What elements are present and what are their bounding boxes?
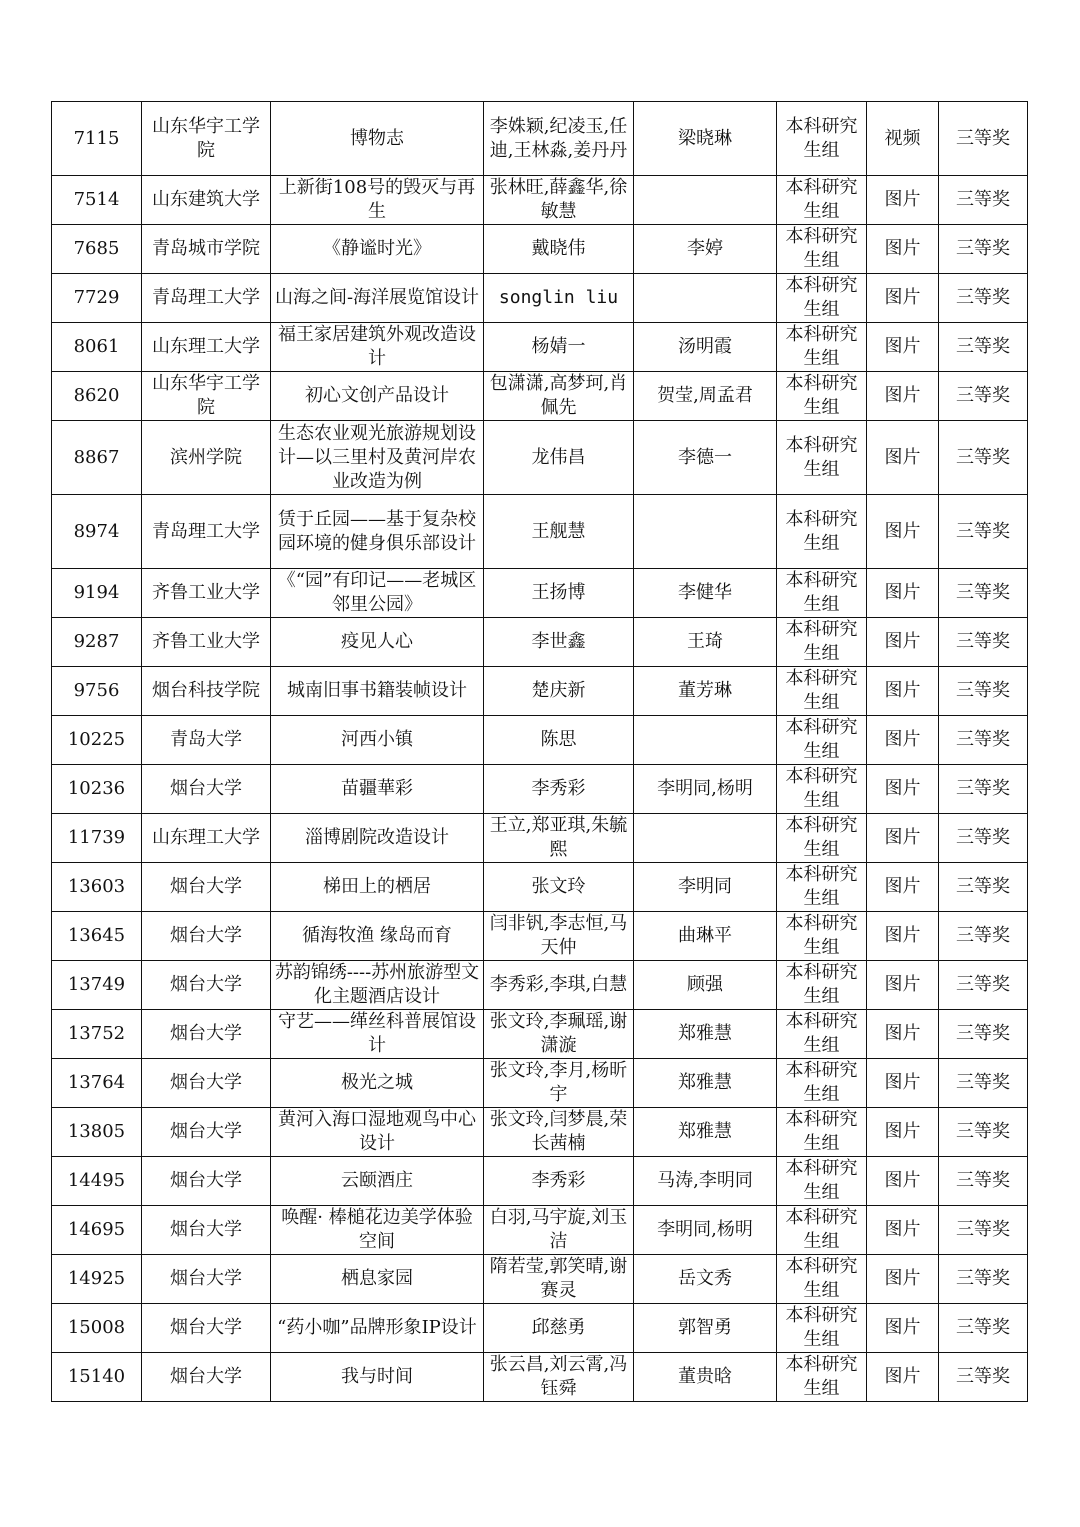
cell-school: 烟台大学 — [142, 1353, 271, 1402]
cell-school: 烟台大学 — [142, 1255, 271, 1304]
cell-school: 烟台大学 — [142, 1206, 271, 1255]
cell-authors: 陈思 — [484, 716, 634, 765]
awards-table — [51, 101, 1028, 1402]
cell-authors: 楚庆新 — [484, 667, 634, 716]
cell-advisor: 顾强 — [634, 961, 777, 1010]
cell-title: 梯田上的栖居 — [271, 863, 484, 912]
cell-id: 13749 — [52, 961, 142, 1010]
cell-authors: 李秀彩 — [484, 1157, 634, 1206]
cell-id: 11739 — [52, 814, 142, 863]
cell-group: 本科研究生组 — [777, 569, 867, 618]
cell-group: 本科研究生组 — [777, 102, 867, 176]
cell-id: 9756 — [52, 667, 142, 716]
cell-authors: 张文玲,闫梦晨,荣长茜楠 — [484, 1108, 634, 1157]
cell-id: 8867 — [52, 421, 142, 495]
cell-id: 7514 — [52, 176, 142, 225]
cell-category: 图片 — [867, 495, 939, 569]
cell-authors: 王扬博 — [484, 569, 634, 618]
cell-authors: 张文玲,李月,杨昕宇 — [484, 1059, 634, 1108]
table-row — [52, 863, 1028, 912]
cell-school: 烟台大学 — [142, 912, 271, 961]
cell-category: 图片 — [867, 912, 939, 961]
cell-authors: 邱慈勇 — [484, 1304, 634, 1353]
cell-category: 图片 — [867, 1108, 939, 1157]
cell-group: 本科研究生组 — [777, 372, 867, 421]
cell-school: 烟台大学 — [142, 765, 271, 814]
cell-advisor: 岳文秀 — [634, 1255, 777, 1304]
cell-school: 烟台大学 — [142, 1010, 271, 1059]
cell-school: 烟台大学 — [142, 1304, 271, 1353]
table-row — [52, 569, 1028, 618]
cell-category: 图片 — [867, 716, 939, 765]
cell-advisor: 郑雅慧 — [634, 1108, 777, 1157]
cell-award: 三等奖 — [939, 912, 1028, 961]
cell-title: 博物志 — [271, 102, 484, 176]
cell-id: 9194 — [52, 569, 142, 618]
table-row — [52, 1157, 1028, 1206]
cell-category: 图片 — [867, 814, 939, 863]
cell-school: 烟台科技学院 — [142, 667, 271, 716]
table-row — [52, 421, 1028, 495]
cell-group: 本科研究生组 — [777, 274, 867, 323]
cell-id: 7685 — [52, 225, 142, 274]
cell-group: 本科研究生组 — [777, 1304, 867, 1353]
cell-group: 本科研究生组 — [777, 863, 867, 912]
cell-id: 8974 — [52, 495, 142, 569]
cell-award: 三等奖 — [939, 716, 1028, 765]
cell-group: 本科研究生组 — [777, 1255, 867, 1304]
cell-category: 图片 — [867, 1255, 939, 1304]
cell-id: 15008 — [52, 1304, 142, 1353]
cell-school: 烟台大学 — [142, 1157, 271, 1206]
cell-title: “药小咖”品牌形象IP设计 — [271, 1304, 484, 1353]
cell-id: 8061 — [52, 323, 142, 372]
cell-group: 本科研究生组 — [777, 814, 867, 863]
cell-group: 本科研究生组 — [777, 176, 867, 225]
cell-title: 极光之城 — [271, 1059, 484, 1108]
cell-title: 赁于丘园——基于复杂校园环境的健身俱乐部设计 — [271, 495, 484, 569]
table-row — [52, 1206, 1028, 1255]
cell-category: 图片 — [867, 1010, 939, 1059]
cell-award: 三等奖 — [939, 495, 1028, 569]
cell-award: 三等奖 — [939, 274, 1028, 323]
cell-school: 山东华宇工学院 — [142, 372, 271, 421]
cell-group: 本科研究生组 — [777, 1108, 867, 1157]
cell-award: 三等奖 — [939, 1255, 1028, 1304]
cell-advisor: 郑雅慧 — [634, 1010, 777, 1059]
cell-award: 三等奖 — [939, 421, 1028, 495]
cell-group: 本科研究生组 — [777, 716, 867, 765]
cell-award: 三等奖 — [939, 863, 1028, 912]
table-row — [52, 176, 1028, 225]
cell-title: 上新街108号的毁灭与再生 — [271, 176, 484, 225]
cell-advisor: 曲琳平 — [634, 912, 777, 961]
cell-category: 图片 — [867, 765, 939, 814]
cell-award: 三等奖 — [939, 1157, 1028, 1206]
cell-advisor — [634, 814, 777, 863]
cell-group: 本科研究生组 — [777, 323, 867, 372]
cell-advisor — [634, 495, 777, 569]
cell-authors: 张文玲 — [484, 863, 634, 912]
cell-id: 8620 — [52, 372, 142, 421]
cell-title: 苗疆華彩 — [271, 765, 484, 814]
cell-id: 14925 — [52, 1255, 142, 1304]
cell-advisor — [634, 274, 777, 323]
cell-id: 10225 — [52, 716, 142, 765]
cell-title: 福王家居建筑外观改造设计 — [271, 323, 484, 372]
cell-title: 《“园”有印记——老城区邻里公园》 — [271, 569, 484, 618]
cell-title: 栖息家园 — [271, 1255, 484, 1304]
cell-authors: 李秀彩 — [484, 765, 634, 814]
cell-authors: 李姝颖,纪凌玉,任迪,王林淼,姜丹丹 — [484, 102, 634, 176]
cell-authors: 白羽,马宇旋,刘玉洁 — [484, 1206, 634, 1255]
cell-category: 图片 — [867, 323, 939, 372]
cell-authors: 隋若莹,郭笑晴,谢赛灵 — [484, 1255, 634, 1304]
cell-advisor: 李明同 — [634, 863, 777, 912]
cell-id: 13603 — [52, 863, 142, 912]
table-row — [52, 1108, 1028, 1157]
cell-authors: 包潇潇,高梦珂,肖佩先 — [484, 372, 634, 421]
cell-id: 14495 — [52, 1157, 142, 1206]
cell-category: 图片 — [867, 667, 939, 716]
cell-advisor: 李明同,杨明 — [634, 765, 777, 814]
cell-award: 三等奖 — [939, 176, 1028, 225]
cell-category: 图片 — [867, 569, 939, 618]
cell-award: 三等奖 — [939, 1059, 1028, 1108]
cell-group: 本科研究生组 — [777, 667, 867, 716]
cell-title: 河西小镇 — [271, 716, 484, 765]
cell-category: 图片 — [867, 863, 939, 912]
table-row — [52, 961, 1028, 1010]
table-row — [52, 372, 1028, 421]
cell-advisor: 李明同,杨明 — [634, 1206, 777, 1255]
cell-authors: 张林旺,薛鑫华,徐敏慧 — [484, 176, 634, 225]
cell-award: 三等奖 — [939, 1108, 1028, 1157]
cell-award: 三等奖 — [939, 323, 1028, 372]
cell-category: 图片 — [867, 225, 939, 274]
cell-award: 三等奖 — [939, 225, 1028, 274]
cell-authors: 李世鑫 — [484, 618, 634, 667]
cell-title: 云颐酒庄 — [271, 1157, 484, 1206]
cell-category: 图片 — [867, 961, 939, 1010]
cell-award: 三等奖 — [939, 961, 1028, 1010]
table-row — [52, 1059, 1028, 1108]
cell-advisor: 马涛,李明同 — [634, 1157, 777, 1206]
cell-group: 本科研究生组 — [777, 1010, 867, 1059]
cell-group: 本科研究生组 — [777, 495, 867, 569]
cell-advisor — [634, 176, 777, 225]
cell-group: 本科研究生组 — [777, 618, 867, 667]
cell-category: 图片 — [867, 1304, 939, 1353]
cell-group: 本科研究生组 — [777, 1157, 867, 1206]
cell-category: 图片 — [867, 176, 939, 225]
table-row — [52, 495, 1028, 569]
cell-title: 我与时间 — [271, 1353, 484, 1402]
cell-id: 14695 — [52, 1206, 142, 1255]
table-row — [52, 102, 1028, 176]
cell-advisor: 梁晓琳 — [634, 102, 777, 176]
cell-advisor: 李健华 — [634, 569, 777, 618]
cell-school: 山东理工大学 — [142, 814, 271, 863]
cell-id: 13645 — [52, 912, 142, 961]
cell-authors: 龙伟昌 — [484, 421, 634, 495]
cell-title: 《静谧时光》 — [271, 225, 484, 274]
cell-school: 青岛大学 — [142, 716, 271, 765]
cell-title: 城南旧事书籍装帧设计 — [271, 667, 484, 716]
cell-advisor: 王琦 — [634, 618, 777, 667]
cell-award: 三等奖 — [939, 1206, 1028, 1255]
cell-award: 三等奖 — [939, 618, 1028, 667]
cell-award: 三等奖 — [939, 765, 1028, 814]
table-row — [52, 667, 1028, 716]
cell-group: 本科研究生组 — [777, 421, 867, 495]
cell-authors: 王立,郑亚琪,朱毓熙 — [484, 814, 634, 863]
cell-group: 本科研究生组 — [777, 912, 867, 961]
cell-award: 三等奖 — [939, 814, 1028, 863]
cell-school: 山东建筑大学 — [142, 176, 271, 225]
cell-advisor: 汤明霞 — [634, 323, 777, 372]
cell-id: 9287 — [52, 618, 142, 667]
cell-advisor: 李婷 — [634, 225, 777, 274]
cell-title: 山海之间-海洋展览馆设计 — [271, 274, 484, 323]
cell-group: 本科研究生组 — [777, 225, 867, 274]
cell-category: 图片 — [867, 1206, 939, 1255]
cell-school: 山东理工大学 — [142, 323, 271, 372]
cell-authors: 杨婧一 — [484, 323, 634, 372]
cell-group: 本科研究生组 — [777, 765, 867, 814]
cell-title: 苏韵锦绣----苏州旅游型文化主题酒店设计 — [271, 961, 484, 1010]
cell-category: 图片 — [867, 1059, 939, 1108]
cell-id: 7115 — [52, 102, 142, 176]
cell-advisor: 董芳琳 — [634, 667, 777, 716]
cell-title: 初心文创产品设计 — [271, 372, 484, 421]
cell-title: 循海牧渔 缘岛而育 — [271, 912, 484, 961]
cell-school: 烟台大学 — [142, 1108, 271, 1157]
cell-category: 图片 — [867, 1157, 939, 1206]
cell-group: 本科研究生组 — [777, 1353, 867, 1402]
cell-title: 守艺——缂丝科普展馆设计 — [271, 1010, 484, 1059]
cell-authors: 戴晓伟 — [484, 225, 634, 274]
table-row — [52, 765, 1028, 814]
cell-advisor: 李德一 — [634, 421, 777, 495]
cell-award: 三等奖 — [939, 667, 1028, 716]
table-row — [52, 1353, 1028, 1402]
cell-school: 滨州学院 — [142, 421, 271, 495]
cell-school: 烟台大学 — [142, 863, 271, 912]
cell-id: 13764 — [52, 1059, 142, 1108]
cell-award: 三等奖 — [939, 102, 1028, 176]
cell-award: 三等奖 — [939, 372, 1028, 421]
cell-advisor: 郑雅慧 — [634, 1059, 777, 1108]
cell-school: 青岛理工大学 — [142, 274, 271, 323]
table-row — [52, 225, 1028, 274]
cell-group: 本科研究生组 — [777, 1059, 867, 1108]
cell-school: 烟台大学 — [142, 961, 271, 1010]
table-row — [52, 323, 1028, 372]
cell-school: 山东华宇工学院 — [142, 102, 271, 176]
cell-title: 生态农业观光旅游规划设计—以三里村及黄河岸农业改造为例 — [271, 421, 484, 495]
cell-category: 图片 — [867, 372, 939, 421]
cell-title: 黄河入海口湿地观鸟中心设计 — [271, 1108, 484, 1157]
cell-category: 图片 — [867, 618, 939, 667]
cell-category: 图片 — [867, 274, 939, 323]
table-row — [52, 716, 1028, 765]
cell-category: 图片 — [867, 1353, 939, 1402]
cell-authors: 王舰慧 — [484, 495, 634, 569]
cell-group: 本科研究生组 — [777, 1206, 867, 1255]
table-row — [52, 274, 1028, 323]
cell-advisor — [634, 716, 777, 765]
cell-id: 10236 — [52, 765, 142, 814]
cell-advisor: 贺莹,周孟君 — [634, 372, 777, 421]
cell-id: 7729 — [52, 274, 142, 323]
table-row — [52, 1255, 1028, 1304]
cell-title: 淄博剧院改造设计 — [271, 814, 484, 863]
cell-authors: 李秀彩,李琪,白慧 — [484, 961, 634, 1010]
cell-school: 齐鲁工业大学 — [142, 569, 271, 618]
cell-award: 三等奖 — [939, 1304, 1028, 1353]
cell-advisor: 郭智勇 — [634, 1304, 777, 1353]
cell-authors: 张云昌,刘云霄,冯钰舜 — [484, 1353, 634, 1402]
cell-school: 青岛城市学院 — [142, 225, 271, 274]
table-row — [52, 618, 1028, 667]
cell-authors: songlin liu — [484, 274, 634, 323]
cell-advisor: 董贵晗 — [634, 1353, 777, 1402]
table-row — [52, 1304, 1028, 1353]
cell-id: 13752 — [52, 1010, 142, 1059]
cell-award: 三等奖 — [939, 1353, 1028, 1402]
cell-category: 视频 — [867, 102, 939, 176]
cell-authors: 张文玲,李珮瑶,谢潇漩 — [484, 1010, 634, 1059]
cell-school: 齐鲁工业大学 — [142, 618, 271, 667]
cell-award: 三等奖 — [939, 569, 1028, 618]
cell-group: 本科研究生组 — [777, 961, 867, 1010]
cell-title: 疫见人心 — [271, 618, 484, 667]
cell-award: 三等奖 — [939, 1010, 1028, 1059]
cell-school: 烟台大学 — [142, 1059, 271, 1108]
awards-table-body — [52, 102, 1028, 1402]
table-row — [52, 1010, 1028, 1059]
cell-title: 唤醒· 棒槌花边美学体验空间 — [271, 1206, 484, 1255]
table-row — [52, 912, 1028, 961]
table-row — [52, 814, 1028, 863]
cell-category: 图片 — [867, 421, 939, 495]
cell-school: 青岛理工大学 — [142, 495, 271, 569]
cell-authors: 闫非钒,李志恒,马天仲 — [484, 912, 634, 961]
cell-id: 13805 — [52, 1108, 142, 1157]
cell-id: 15140 — [52, 1353, 142, 1402]
